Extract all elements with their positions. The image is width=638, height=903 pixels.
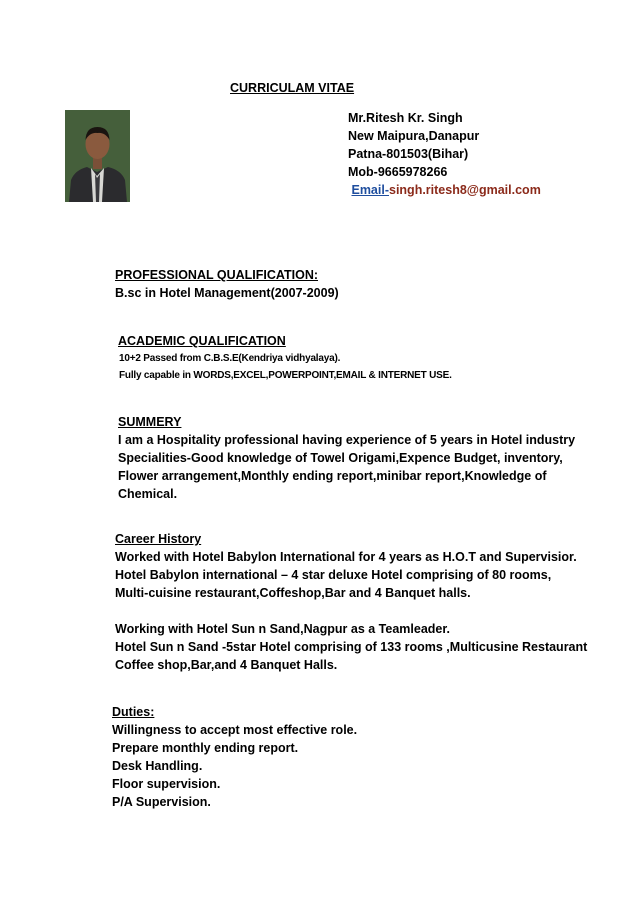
duty-item: P/A Supervision. xyxy=(112,795,211,809)
duties-heading: Duties: xyxy=(112,705,155,719)
profile-photo xyxy=(65,110,130,202)
duty-item: Prepare monthly ending report. xyxy=(112,741,299,755)
career-line: Working with Hotel Sun n Sand,Nagpur as a Teamleader. xyxy=(115,622,451,636)
professional-qualification-line: B.sc in Hotel Management(2007-2009) xyxy=(115,286,339,300)
career-spacer xyxy=(115,602,587,620)
email-label: Email- xyxy=(351,183,389,197)
professional-qualification-section xyxy=(115,266,339,302)
duty-item: Floor supervision. xyxy=(112,777,221,791)
duties-section xyxy=(112,703,357,811)
email-link[interactable]: singh.ritesh8@gmail.com xyxy=(389,183,541,197)
academic-qualification-line: Fully capable in WORDS,EXCEL,POWERPOINT,EMAIL & INTERNET USE. xyxy=(119,370,452,381)
academic-qualification-section xyxy=(118,332,452,384)
professional-qualification-heading: PROFESSIONAL QUALIFICATION: xyxy=(115,268,319,282)
summary-heading: SUMMERY xyxy=(118,415,182,429)
contact-mobile: Mob-9665978266 xyxy=(348,165,448,179)
career-line: Coffee shop,Bar,and 4 Banquet Halls. xyxy=(115,658,338,672)
contact-address-line-1: New Maipura,Danapur xyxy=(348,129,480,143)
contact-name: Mr.Ritesh Kr. Singh xyxy=(348,111,463,125)
academic-qualification-heading: ACADEMIC QUALIFICATION xyxy=(118,334,286,348)
summary-line: Specialities-Good knowledge of Towel Origami,Expence Budget, inventory, xyxy=(118,451,563,465)
contact-address-line-2: Patna-801503(Bihar) xyxy=(348,147,469,161)
career-history-section xyxy=(115,530,587,674)
career-line: Hotel Sun n Sand -5star Hotel comprising of 133 rooms ,Multicusine Restaurant xyxy=(115,640,588,654)
career-history-heading: Career History xyxy=(115,532,202,546)
summary-section xyxy=(118,413,575,503)
contact-block xyxy=(348,109,541,199)
duty-item: Desk Handling. xyxy=(112,759,203,773)
summary-line: Chemical. xyxy=(118,487,178,501)
summary-line: Flower arrangement,Monthly ending report,minibar report,Knowledge of xyxy=(118,469,547,483)
document-title: CURRICULAM VITAE xyxy=(230,81,355,95)
duty-item: Willingness to accept most effective role. xyxy=(112,723,358,737)
contact-email xyxy=(348,181,541,199)
summary-line: I am a Hospitality professional having experience of 5 years in Hotel industry xyxy=(118,433,576,447)
career-line: Hotel Babylon international – 4 star deluxe Hotel comprising of 80 rooms, xyxy=(115,568,552,582)
career-line: Worked with Hotel Babylon International for 4 years as H.O.T and Supervisior. xyxy=(115,550,577,564)
academic-qualification-line: 10+2 Passed from C.B.S.E(Kendriya vidhyalaya). xyxy=(119,353,341,364)
career-line: Multi-cuisine restaurant,Coffeshop,Bar and 4 Banquet halls. xyxy=(115,586,471,600)
